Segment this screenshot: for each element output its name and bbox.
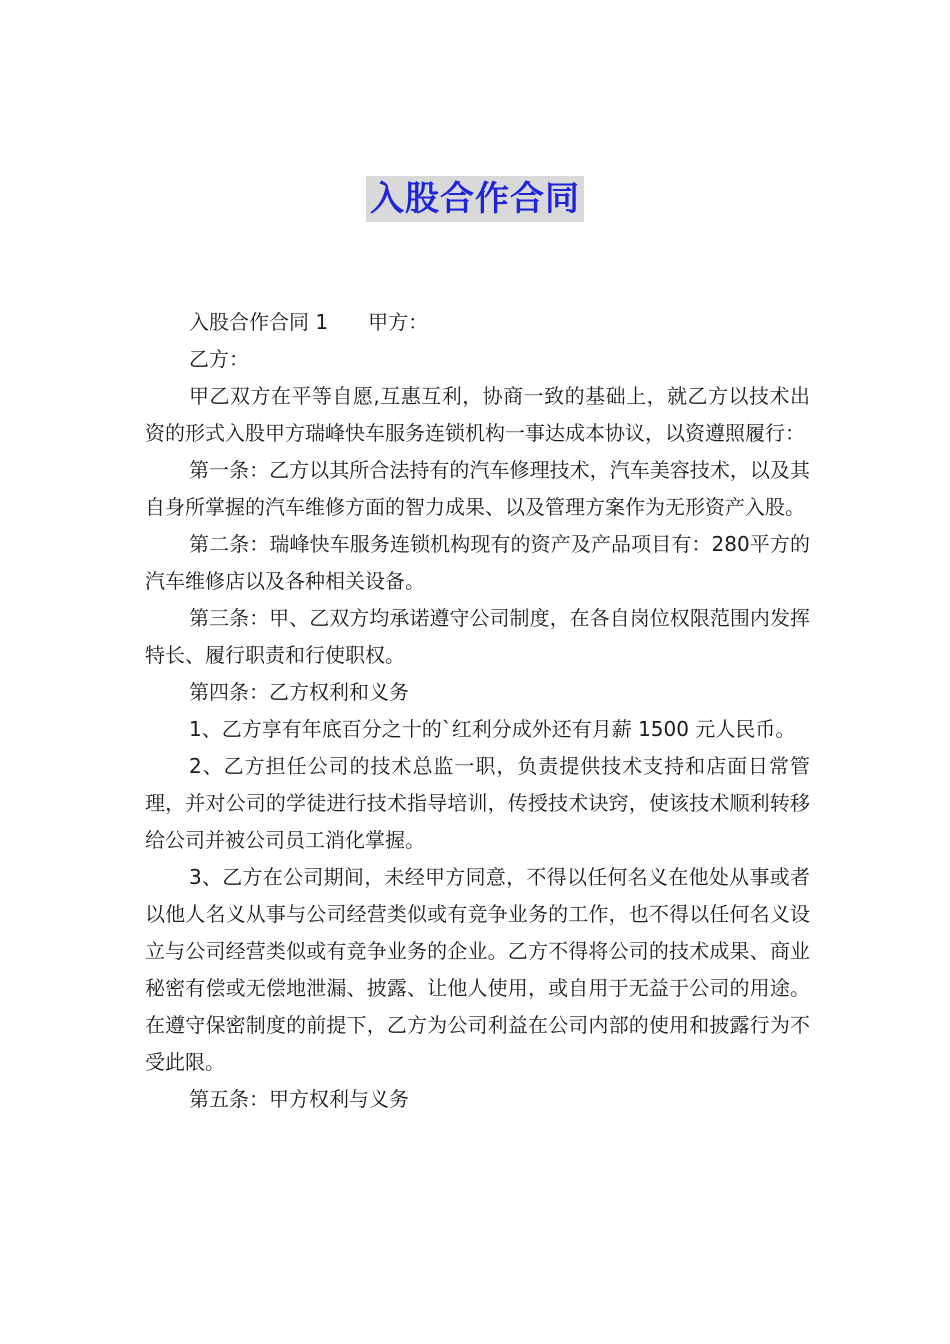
title-wrap bbox=[0, 176, 950, 222]
article-4: 第四条：乙方权利和义务 bbox=[189, 680, 409, 704]
article-1: 第一条：乙方以其所合法持有的汽车修理技术，汽车美容技术，以及其自身所掌握的汽车维修方面的智力成果、以及管理方案作为无形资产入股。 bbox=[145, 458, 810, 519]
contract-heading: 入股合作合同 1 bbox=[189, 310, 329, 334]
party-a-label: 甲方： bbox=[368, 310, 429, 334]
paragraph-heading bbox=[145, 304, 810, 341]
document-title: 入股合作合同 bbox=[366, 176, 584, 222]
article-3: 第三条：甲、乙双方均承诺遵守公司制度，在各自岗位权限范围内发挥特长、履行职责和行使职权。 bbox=[145, 606, 810, 667]
article-4-item-1: 1、乙方享有年底百分之十的`红利分成外还有月薪 1500 元人民币。 bbox=[189, 717, 796, 741]
paragraph-intro: 甲乙双方在平等自愿,互惠互利，协商一致的基础上，就乙方以技术出资的形式入股甲方瑞峰快车服务连锁机构一事达成本协议，以资遵照履行： bbox=[145, 384, 810, 445]
article-5: 第五条：甲方权利与义务 bbox=[189, 1087, 409, 1111]
article-2: 第二条：瑞峰快车服务连锁机构现有的资产及产品项目有：280平方的汽车维修店以及各种相关设备。 bbox=[145, 532, 810, 593]
party-b-label: 乙方： bbox=[189, 347, 249, 371]
article-4-item-2: 2、乙方担任公司的技术总监一职，负责提供技术支持和店面日常管理，并对公司的学徒进行技术指导培训，传授技术诀窍，使该技术顺利转移给公司并被公司员工消化掌握。 bbox=[145, 754, 810, 852]
article-4-item-3: 3、乙方在公司期间，未经甲方同意，不得以任何名义在他处从事或者以他人名义从事与公司经营类似或有竞争业务的工作，也不得以任何名义设立与公司经营类似或有竞争业务的企业。乙方不得将公司的技术成果、商业秘密有偿或无偿地泄漏、披露、让他人使用，或自用于无益于公司的用途。在遵守保密制度的前提下，乙方为公司利益在公司内部的使用和披露行为不受此限。 bbox=[145, 865, 810, 1074]
document-body bbox=[145, 304, 810, 1118]
